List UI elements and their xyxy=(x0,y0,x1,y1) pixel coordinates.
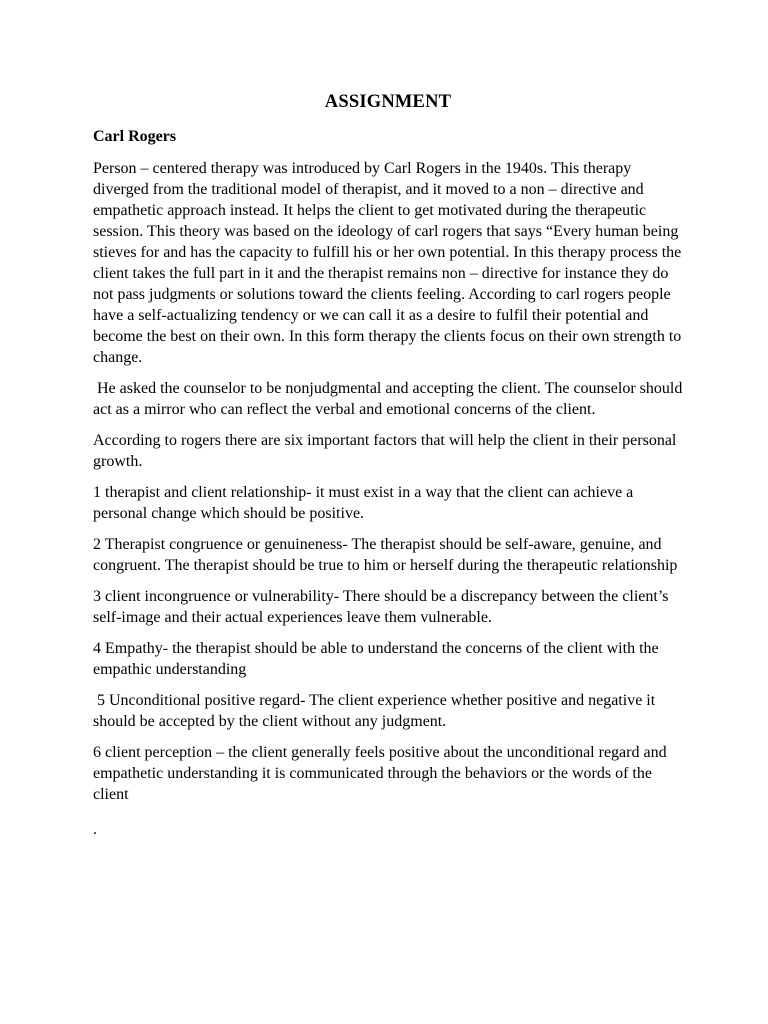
factor-4-paragraph: 4 Empathy- the therapist should be able to understand the concerns of the client with the empathic understanding xyxy=(93,640,663,678)
factor-3-paragraph: 3 client incongruence or vulnerability- There should be a discrepancy between the client’s self-image and their actual experiences leave them vulnerable. xyxy=(93,588,673,626)
trailing-period: . xyxy=(93,821,97,838)
factors-intro-paragraph: According to rogers there are six important factors that will help the client in their personal growth. xyxy=(93,432,681,470)
factor-1-paragraph: 1 therapist and client relationship- it must exist in a way that the client can achieve a personal change which should be positive. xyxy=(93,484,638,522)
factor-2-paragraph: 2 Therapist congruence or genuineness- The therapist should be self-aware, genuine, and congruent. The therapist should be true to him or herself during the therapeutic relationship xyxy=(93,536,678,574)
document-title: ASSIGNMENT xyxy=(324,92,452,112)
factor-6-paragraph: 6 client perception – the client generally feels positive about the unconditional regard and empathetic understanding it is communicated through the behaviors or the words of the client xyxy=(93,744,671,803)
section-heading: Carl Rogers xyxy=(93,128,177,145)
document-body xyxy=(93,90,687,840)
counselor-paragraph: He asked the counselor to be nonjudgmental and accepting the client. The counselor should act as a mirror who can reflect the verbal and emotional concerns of the client. xyxy=(93,380,687,418)
factor-5-paragraph: 5 Unconditional positive regard- The client experience whether positive and negative it should be accepted by the client without any judgment. xyxy=(93,692,660,730)
intro-paragraph: Person – centered therapy was introduced by Carl Rogers in the 1940s. This therapy diverged from the traditional model of therapist, and it moved to a non – directive and empathetic approach instead. It helps the client to get motivated during the therapeutic session. This theory was based on the ideology of carl rogers that says “Every human being stieves for and has the capacity to fulfill his or her own potential. In this therapy process the client takes the full part in it and the therapist remains non – directive for instance they do not pass judgments or solutions toward the clients feeling. According to carl rogers people have a self-actualizing tendency or we can call it as a desire to fulfil their potential and become the best on their own. In this form therapy the clients focus on their own strength to change. xyxy=(93,160,686,366)
